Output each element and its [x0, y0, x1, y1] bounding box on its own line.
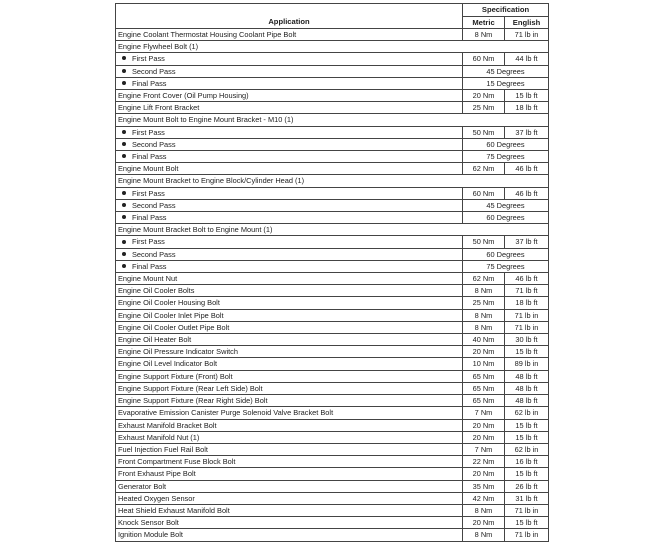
english-cell: 71 lb in — [505, 309, 549, 321]
table-row — [116, 334, 549, 346]
metric-cell: 7 Nm — [463, 407, 505, 419]
angle-cell: 60 Degrees — [463, 248, 549, 260]
pass-cell — [116, 126, 463, 138]
table-row — [116, 236, 549, 248]
metric-cell: 20 Nm — [463, 346, 505, 358]
metric-cell: 50 Nm — [463, 236, 505, 248]
english-cell: 48 lb ft — [505, 395, 549, 407]
pass-cell — [116, 138, 463, 150]
pass-label: Second Pass — [132, 66, 176, 76]
angle-cell: 45 Degrees — [463, 199, 549, 211]
application-cell: Engine Support Fixture (Rear Right Side) Bolt — [116, 395, 463, 407]
table-row — [116, 114, 549, 126]
pass-label: First Pass — [132, 188, 165, 198]
metric-cell: 50 Nm — [463, 126, 505, 138]
english-cell: 46 lb ft — [505, 187, 549, 199]
application-cell: Engine Oil Cooler Inlet Pipe Bolt — [116, 309, 463, 321]
metric-cell: 40 Nm — [463, 334, 505, 346]
pass-cell — [116, 77, 463, 89]
pass-label: Final Pass — [132, 78, 167, 88]
table-row — [116, 224, 549, 236]
english-cell: 18 lb ft — [505, 102, 549, 114]
english-cell: 37 lb ft — [505, 126, 549, 138]
bullet-icon — [122, 69, 126, 73]
english-cell: 71 lb in — [505, 29, 549, 41]
torque-spec-table — [115, 3, 549, 542]
metric-cell: 65 Nm — [463, 370, 505, 382]
table-row — [116, 102, 549, 114]
pass-cell — [116, 65, 463, 77]
header-english: English — [505, 16, 549, 29]
table-row — [116, 346, 549, 358]
pass-cell — [116, 212, 463, 224]
table-row — [116, 65, 549, 77]
angle-cell: 60 Degrees — [463, 138, 549, 150]
english-cell: 37 lb ft — [505, 236, 549, 248]
metric-cell: 20 Nm — [463, 419, 505, 431]
pass-cell — [116, 260, 463, 272]
table-row — [116, 504, 549, 516]
table-row — [116, 163, 549, 175]
table-row — [116, 285, 549, 297]
pass-cell — [116, 187, 463, 199]
table-row — [116, 175, 549, 187]
application-cell: Front Compartment Fuse Block Bolt — [116, 456, 463, 468]
angle-cell: 75 Degrees — [463, 260, 549, 272]
bullet-icon — [122, 191, 126, 195]
metric-cell: 8 Nm — [463, 529, 505, 541]
table-row — [116, 456, 549, 468]
metric-cell: 60 Nm — [463, 53, 505, 65]
angle-cell: 45 Degrees — [463, 65, 549, 77]
application-cell: Engine Oil Cooler Bolts — [116, 285, 463, 297]
table-row — [116, 492, 549, 504]
application-cell: Engine Oil Pressure Indicator Switch — [116, 346, 463, 358]
metric-cell: 20 Nm — [463, 90, 505, 102]
pass-label: Second Pass — [132, 200, 176, 210]
application-cell: Engine Support Fixture (Rear Left Side) Bolt — [116, 382, 463, 394]
metric-cell: 20 Nm — [463, 468, 505, 480]
english-cell: 71 lb in — [505, 321, 549, 333]
table-row — [116, 407, 549, 419]
metric-cell: 42 Nm — [463, 492, 505, 504]
english-cell: 71 lb in — [505, 504, 549, 516]
english-cell: 44 lb ft — [505, 53, 549, 65]
pass-cell — [116, 53, 463, 65]
bullet-icon — [122, 240, 126, 244]
metric-cell: 20 Nm — [463, 431, 505, 443]
english-cell: 48 lb ft — [505, 382, 549, 394]
english-cell: 62 lb in — [505, 407, 549, 419]
english-cell: 18 lb ft — [505, 297, 549, 309]
bullet-icon — [122, 81, 126, 85]
pass-cell — [116, 199, 463, 211]
table-row — [116, 41, 549, 53]
pass-label: Second Pass — [132, 249, 176, 259]
table-row — [116, 443, 549, 455]
application-cell: Engine Support Fixture (Front) Bolt — [116, 370, 463, 382]
english-cell: 16 lb ft — [505, 456, 549, 468]
application-cell: Evaporative Emission Canister Purge Solenoid Valve Bracket Bolt — [116, 407, 463, 419]
english-cell: 30 lb ft — [505, 334, 549, 346]
metric-cell: 8 Nm — [463, 285, 505, 297]
table-row — [116, 187, 549, 199]
table-row — [116, 309, 549, 321]
bullet-icon — [122, 130, 126, 134]
application-cell: Exhaust Manifold Nut (1) — [116, 431, 463, 443]
english-cell: 89 lb in — [505, 358, 549, 370]
table-body — [116, 29, 549, 542]
metric-cell: 65 Nm — [463, 395, 505, 407]
pass-label: First Pass — [132, 54, 165, 64]
table-row — [116, 138, 549, 150]
table-row — [116, 199, 549, 211]
table-row — [116, 260, 549, 272]
group-label: Engine Mount Bracket Bolt to Engine Mount (1) — [116, 224, 549, 236]
pass-label: Second Pass — [132, 139, 176, 149]
pass-label: Final Pass — [132, 261, 167, 271]
application-cell: Engine Oil Heater Bolt — [116, 334, 463, 346]
application-cell: Knock Sensor Bolt — [116, 517, 463, 529]
metric-cell: 25 Nm — [463, 102, 505, 114]
bullet-icon — [122, 252, 126, 256]
metric-cell: 35 Nm — [463, 480, 505, 492]
header-application: Application — [116, 4, 463, 29]
table-row — [116, 358, 549, 370]
metric-cell: 10 Nm — [463, 358, 505, 370]
english-cell: 15 lb ft — [505, 431, 549, 443]
pass-cell — [116, 236, 463, 248]
english-cell: 15 lb ft — [505, 419, 549, 431]
table-row — [116, 248, 549, 260]
metric-cell: 8 Nm — [463, 321, 505, 333]
metric-cell: 20 Nm — [463, 517, 505, 529]
pass-label: Final Pass — [132, 213, 167, 223]
application-cell: Exhaust Manifold Bracket Bolt — [116, 419, 463, 431]
metric-cell: 8 Nm — [463, 309, 505, 321]
bullet-icon — [122, 56, 126, 60]
metric-cell: 25 Nm — [463, 297, 505, 309]
application-cell: Ignition Module Bolt — [116, 529, 463, 541]
table-row — [116, 431, 549, 443]
english-cell: 71 lb in — [505, 529, 549, 541]
table-row — [116, 126, 549, 138]
metric-cell: 60 Nm — [463, 187, 505, 199]
table-row — [116, 382, 549, 394]
pass-label: Final Pass — [132, 152, 167, 162]
english-cell: 26 lb ft — [505, 480, 549, 492]
application-cell: Heated Oxygen Sensor — [116, 492, 463, 504]
pass-cell — [116, 248, 463, 260]
table-row — [116, 77, 549, 89]
group-label: Engine Flywheel Bolt (1) — [116, 41, 549, 53]
metric-cell: 62 Nm — [463, 163, 505, 175]
angle-cell: 75 Degrees — [463, 151, 549, 163]
application-cell: Generator Bolt — [116, 480, 463, 492]
application-cell: Heat Shield Exhaust Manifold Bolt — [116, 504, 463, 516]
table-row — [116, 273, 549, 285]
group-label: Engine Mount Bolt to Engine Mount Bracket - M10 (1) — [116, 114, 549, 126]
table-row — [116, 480, 549, 492]
pass-cell — [116, 151, 463, 163]
metric-cell: 7 Nm — [463, 443, 505, 455]
group-label: Engine Mount Bracket to Engine Block/Cylinder Head (1) — [116, 175, 549, 187]
table-row — [116, 395, 549, 407]
angle-cell: 60 Degrees — [463, 212, 549, 224]
application-cell: Engine Front Cover (Oil Pump Housing) — [116, 90, 463, 102]
application-cell: Engine Oil Level Indicator Bolt — [116, 358, 463, 370]
english-cell: 15 lb ft — [505, 346, 549, 358]
table-row — [116, 53, 549, 65]
application-cell: Engine Mount Bolt — [116, 163, 463, 175]
english-cell: 46 lb ft — [505, 163, 549, 175]
angle-cell: 15 Degrees — [463, 77, 549, 89]
english-cell: 48 lb ft — [505, 370, 549, 382]
english-cell: 15 lb ft — [505, 90, 549, 102]
english-cell: 15 lb ft — [505, 468, 549, 480]
bullet-icon — [122, 264, 126, 268]
bullet-icon — [122, 142, 126, 146]
table-row — [116, 151, 549, 163]
table-row — [116, 212, 549, 224]
header-specification: Specification — [463, 4, 549, 17]
table-row — [116, 90, 549, 102]
table-row — [116, 370, 549, 382]
table-row — [116, 297, 549, 309]
header-metric: Metric — [463, 16, 505, 29]
english-cell: 46 lb ft — [505, 273, 549, 285]
pass-label: First Pass — [132, 237, 165, 247]
english-cell: 71 lb ft — [505, 285, 549, 297]
table-row — [116, 29, 549, 41]
table-row — [116, 529, 549, 541]
bullet-icon — [122, 215, 126, 219]
application-cell: Engine Lift Front Bracket — [116, 102, 463, 114]
application-cell: Engine Oil Cooler Outlet Pipe Bolt — [116, 321, 463, 333]
english-cell: 15 lb ft — [505, 517, 549, 529]
metric-cell: 62 Nm — [463, 273, 505, 285]
metric-cell: 22 Nm — [463, 456, 505, 468]
english-cell: 31 lb ft — [505, 492, 549, 504]
table-row — [116, 517, 549, 529]
english-cell: 62 lb in — [505, 443, 549, 455]
application-cell: Engine Mount Nut — [116, 273, 463, 285]
table-row — [116, 419, 549, 431]
bullet-icon — [122, 154, 126, 158]
application-cell: Engine Coolant Thermostat Housing Coolant Pipe Bolt — [116, 29, 463, 41]
table-row — [116, 321, 549, 333]
table-row — [116, 468, 549, 480]
metric-cell: 8 Nm — [463, 29, 505, 41]
bullet-icon — [122, 203, 126, 207]
metric-cell: 65 Nm — [463, 382, 505, 394]
application-cell: Fuel Injection Fuel Rail Bolt — [116, 443, 463, 455]
metric-cell: 8 Nm — [463, 504, 505, 516]
pass-label: First Pass — [132, 127, 165, 137]
application-cell: Front Exhaust Pipe Bolt — [116, 468, 463, 480]
application-cell: Engine Oil Cooler Housing Bolt — [116, 297, 463, 309]
